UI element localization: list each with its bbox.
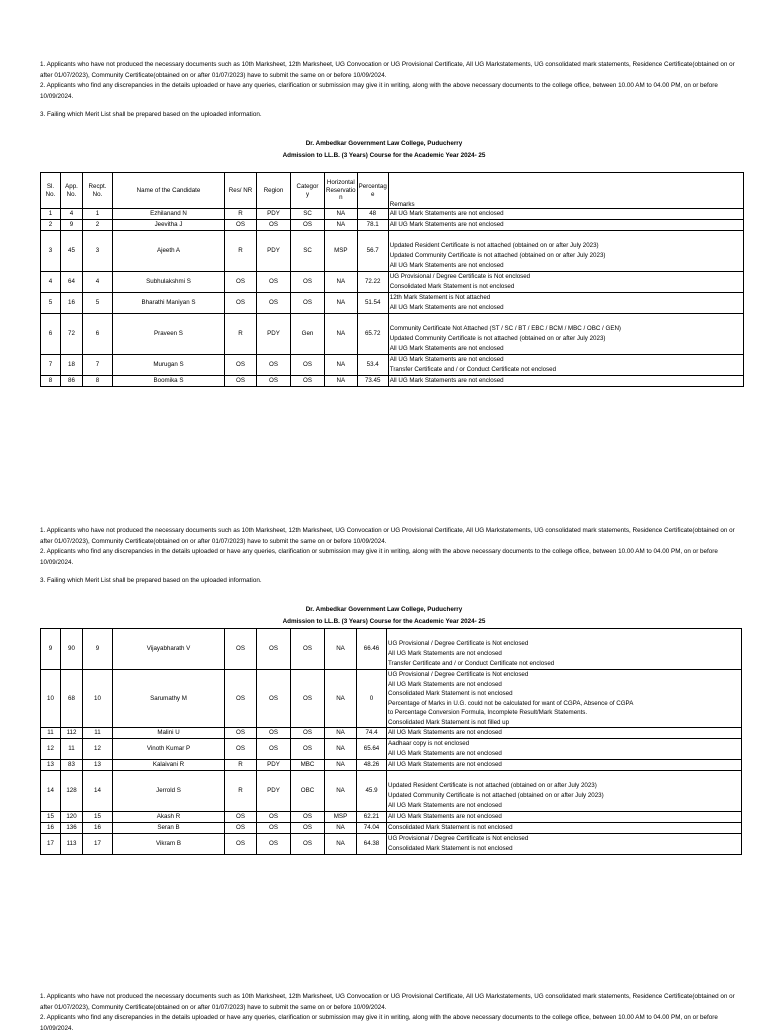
recpt-no-cell: 10 [83, 670, 113, 728]
remarks-cell [387, 629, 742, 670]
remark-line: All UG Mark Statements are not enclosed [389, 377, 504, 384]
recpt-no-cell: 15 [83, 812, 113, 823]
percentage-cell: 66.46 [357, 629, 387, 670]
percentage-cell: 0 [357, 670, 387, 728]
table-row [41, 220, 744, 231]
remarks-cell [388, 209, 743, 220]
res-nr-cell: OS [225, 670, 257, 728]
sl-no-cell: 14 [41, 771, 61, 812]
app-no-cell: 86 [61, 376, 83, 387]
app-no-cell: 128 [61, 771, 83, 812]
candidate-name-cell: Vijayabharath V [113, 629, 225, 670]
instruction-1: 1. Applicants who have not produced the necessary documents such as 10th Marksheet, 12th Marksheet, UG Convocation or UG Provisional Certificate, All UG Markstatements, UG consolidated mark statements, Residence Certificate(obtained on or after 01/07/2023), Community Certificate(obtained on or after 01/07/2023) have to submit the same on or before 10/09/2024. [40, 527, 735, 545]
region-cell: OS [257, 272, 291, 293]
header-horizontal-reservation: Horizontal Reservatio n [325, 173, 358, 209]
res-nr-cell: R [225, 760, 257, 771]
horizontal-reservation-cell: NA [325, 739, 357, 760]
recpt-no-cell: 5 [83, 293, 113, 314]
candidate-name-cell: Bharathi Maniyan S [113, 293, 225, 314]
remark-line: Aadhaar copy is not enclosed [388, 740, 470, 747]
remark-line: All UG Mark Statements are not enclosed [389, 210, 504, 217]
app-no-cell: 72 [61, 314, 83, 355]
app-no-cell: 112 [61, 728, 83, 739]
region-cell: OS [257, 834, 291, 855]
instruction-2: 2. Applicants who find any discrepancies in the details uploaded or have any queries, clarification or submission may give it in writing, along with the above necessary documents to the college office, between 10.00 AM to 04.00 PM, on or before 10/09/2024. [40, 548, 718, 566]
region-cell: OS [257, 670, 291, 728]
table-row [41, 209, 744, 220]
category-cell: OS [291, 670, 325, 728]
recpt-no-cell: 2 [83, 220, 113, 231]
candidate-name-cell: Praveen S [113, 314, 225, 355]
candidate-name-cell: Malini U [113, 728, 225, 739]
header-recpt-no: Recpt. No. [83, 173, 113, 209]
app-no-cell: 68 [61, 670, 83, 728]
instruction-3: 3. Failing which Merit List shall be prepared based on the uploaded information. [40, 111, 262, 118]
horizontal-reservation-cell: NA [325, 670, 357, 728]
app-no-cell: 64 [61, 272, 83, 293]
percentage-cell: 65.72 [357, 314, 388, 355]
candidate-name-cell: Sarumathy M [113, 670, 225, 728]
horizontal-reservation-cell: NA [325, 760, 357, 771]
table-row [41, 760, 742, 771]
header-candidate-name: Name of the Candidate [113, 173, 225, 209]
region-cell: OS [257, 355, 291, 376]
percentage-cell: 53.4 [357, 355, 388, 376]
remarks-cell [388, 231, 743, 272]
remark-line: UG Provisional / Degree Certificate is Not enclosed [388, 835, 529, 842]
table-header-row [41, 173, 744, 209]
instructions-block-2 [40, 526, 740, 587]
remark-line: All UG Mark Statements are not enclosed [388, 750, 502, 757]
remark-line: All UG Mark Statements are not enclosed [388, 680, 502, 688]
recpt-no-cell: 17 [83, 834, 113, 855]
remark-line: UG Provisional / Degree Certificate is Not enclosed [389, 273, 531, 280]
recpt-no-cell: 11 [83, 728, 113, 739]
remark-line: All UG Mark Statements are not enclosed [388, 802, 502, 809]
candidate-name-cell: Jeevitha J [113, 220, 225, 231]
remark-line: Updated Community Certificate is not attached (obtained on or after July 2023) [389, 252, 606, 259]
header-res-nr: Res/ NR [225, 173, 257, 209]
remark-line: Consolidated Mark Statement is not enclosed [388, 690, 513, 697]
college-name: Dr. Ambedkar Government Law College, Puducherry [305, 606, 463, 613]
remarks-cell [388, 355, 743, 376]
instruction-1: 1. Applicants who have not produced the necessary documents such as 10th Marksheet, 12th Marksheet, UG Convocation or UG Provisional Certificate, All UG Markstatements, UG consolidated mark statements, Residence Certificate(obtained on or after 01/07/2023), Community Certificate(obtained on or after 01/07/2023) have to submit the same on or before 10/09/2024. [40, 993, 735, 1011]
region-cell: OS [257, 812, 291, 823]
category-cell: SC [291, 231, 325, 272]
region-cell: PDY [257, 771, 291, 812]
remarks-cell [387, 812, 742, 823]
percentage-cell: 45.9 [357, 771, 387, 812]
horizontal-reservation-cell: NA [325, 771, 357, 812]
table-row [41, 314, 744, 355]
recpt-no-cell: 4 [83, 272, 113, 293]
remark-line: All UG Mark Statements are not enclosed [389, 304, 504, 311]
candidate-name-cell: Vinoth Kumar P [113, 739, 225, 760]
res-nr-cell: OS [225, 739, 257, 760]
recpt-no-cell: 1 [83, 209, 113, 220]
header-app-no: App. No. [61, 173, 83, 209]
remark-line: Percentage of Marks in U.G. could not be calculated for want of CGPA, Absence of CGPA [388, 699, 634, 707]
res-nr-cell: OS [225, 812, 257, 823]
remarks-cell [388, 272, 743, 293]
table-row [41, 771, 742, 812]
category-cell: MBC [291, 760, 325, 771]
remark-line: Community Certificate Not Attached (ST / SC / BT / EBC / BCM / MBC / OBC / GEN) [389, 325, 621, 332]
heading-block-2 [0, 604, 768, 628]
remark-line: All UG Mark Statements are not enclosed [388, 729, 502, 736]
sl-no-cell: 15 [41, 812, 61, 823]
recpt-no-cell: 8 [83, 376, 113, 387]
remark-line: All UG Mark Statements are not enclosed [388, 650, 502, 657]
percentage-cell: 48.26 [357, 760, 387, 771]
instruction-2: 2. Applicants who find any discrepancies in the details uploaded or have any queries, clarification or submission may give it in writing, along with the above necessary documents to the college office, between 10.00 AM to 04.00 PM, on or before 10/09/2024. [40, 1014, 718, 1032]
region-cell: PDY [257, 314, 291, 355]
table-row [41, 728, 742, 739]
horizontal-reservation-cell: NA [325, 728, 357, 739]
recpt-no-cell: 9 [83, 629, 113, 670]
remarks-cell [387, 670, 742, 728]
sl-no-cell: 4 [41, 272, 61, 293]
sl-no-cell: 10 [41, 670, 61, 728]
category-cell: OS [291, 355, 325, 376]
candidate-name-cell: Ezhilanand N [113, 209, 225, 220]
table-row [41, 739, 742, 760]
region-cell: OS [257, 293, 291, 314]
category-cell: OS [291, 629, 325, 670]
horizontal-reservation-cell: NA [325, 209, 358, 220]
app-no-cell: 113 [61, 834, 83, 855]
course-title: Admission to LL.B. (3 Years) Course for the Academic Year 2024- 25 [282, 618, 486, 625]
candidate-name-cell: Boomika S [113, 376, 225, 387]
horizontal-reservation-cell: NA [325, 314, 358, 355]
region-cell: OS [257, 220, 291, 231]
category-cell: OS [291, 823, 325, 834]
table-row [41, 272, 744, 293]
res-nr-cell: R [225, 231, 257, 272]
sl-no-cell: 8 [41, 376, 61, 387]
remark-line: All UG Mark Statements are not enclosed [389, 221, 504, 228]
table-row [41, 823, 742, 834]
table-row [41, 629, 742, 670]
sl-no-cell: 13 [41, 760, 61, 771]
app-no-cell: 16 [61, 293, 83, 314]
sl-no-cell: 9 [41, 629, 61, 670]
remark-line: Transfer Certificate and / or Conduct Certificate not enclosed [388, 660, 555, 667]
remark-line: Consolidated Mark Statement is not enclosed [388, 824, 513, 831]
candidate-name-cell: Ajeeth A [113, 231, 225, 272]
horizontal-reservation-cell: NA [325, 272, 358, 293]
horizontal-reservation-cell: NA [325, 220, 358, 231]
remark-line: All UG Mark Statements are not enclosed [389, 262, 504, 269]
percentage-cell: 78.1 [357, 220, 388, 231]
res-nr-cell: OS [225, 272, 257, 293]
candidate-name-cell: Murugan S [113, 355, 225, 376]
table-row [41, 376, 744, 387]
res-nr-cell: R [225, 209, 257, 220]
candidate-name-cell: Seran B [113, 823, 225, 834]
sl-no-cell: 17 [41, 834, 61, 855]
res-nr-cell: OS [225, 629, 257, 670]
category-cell: OS [291, 272, 325, 293]
category-cell: OS [291, 376, 325, 387]
header-sl-no: Sl. No. [41, 173, 61, 209]
region-cell: OS [257, 823, 291, 834]
res-nr-cell: R [225, 314, 257, 355]
remark-line: All UG Mark Statements are not enclosed [388, 761, 502, 768]
recpt-no-cell: 6 [83, 314, 113, 355]
horizontal-reservation-cell: NA [325, 293, 358, 314]
remarks-cell [387, 823, 742, 834]
horizontal-reservation-cell: MSP [325, 231, 358, 272]
category-cell: OS [291, 812, 325, 823]
percentage-cell: 65.64 [357, 739, 387, 760]
res-nr-cell: OS [225, 376, 257, 387]
recpt-no-cell: 13 [83, 760, 113, 771]
category-cell: OBC [291, 771, 325, 812]
candidates-table-2 [40, 628, 742, 855]
candidate-name-cell: Vikram B [113, 834, 225, 855]
res-nr-cell: OS [225, 728, 257, 739]
percentage-cell: 72.22 [357, 272, 388, 293]
remark-line: Updated Community Certificate is not attached (obtained on or after July 2023) [389, 335, 606, 342]
app-no-cell: 90 [61, 629, 83, 670]
sl-no-cell: 3 [41, 231, 61, 272]
recpt-no-cell: 12 [83, 739, 113, 760]
region-cell: OS [257, 376, 291, 387]
remark-line: All UG Mark Statements are not enclosed [389, 356, 504, 363]
remarks-cell [387, 739, 742, 760]
instruction-2: 2. Applicants who find any discrepancies in the details uploaded or have any queries, clarification or submission may give it in writing, along with the above necessary documents to the college office, between 10.00 AM to 04.00 PM, on or before 10/09/2024. [40, 82, 718, 100]
remarks-cell [387, 760, 742, 771]
instruction-3: 3. Failing which Merit List shall be prepared based on the uploaded information. [40, 577, 262, 584]
category-cell: OS [291, 293, 325, 314]
remark-line: Updated Community Certificate is not attached (obtained on or after July 2023) [388, 792, 604, 799]
horizontal-reservation-cell: NA [325, 823, 357, 834]
course-title: Admission to LL.B. (3 Years) Course for the Academic Year 2024- 25 [282, 152, 486, 159]
category-cell: Gen [291, 314, 325, 355]
app-no-cell: 136 [61, 823, 83, 834]
horizontal-reservation-cell: NA [325, 834, 357, 855]
recpt-no-cell: 3 [83, 231, 113, 272]
header-region: Region [257, 173, 291, 209]
region-cell: OS [257, 629, 291, 670]
remark-line: Transfer Certificate and / or Conduct Certificate not enclosed [389, 366, 557, 373]
category-cell: OS [291, 728, 325, 739]
horizontal-reservation-cell: NA [325, 376, 358, 387]
app-no-cell: 4 [61, 209, 83, 220]
college-name: Dr. Ambedkar Government Law College, Puducherry [305, 140, 463, 147]
remarks-cell [388, 314, 743, 355]
remark-line: 12th Mark Statement is Not attached [389, 294, 491, 301]
remarks-cell [387, 771, 742, 812]
table-row [41, 355, 744, 376]
res-nr-cell: OS [225, 834, 257, 855]
remarks-cell [387, 834, 742, 855]
percentage-cell: 56.7 [357, 231, 388, 272]
sl-no-cell: 7 [41, 355, 61, 376]
candidate-name-cell: Jerrold S [113, 771, 225, 812]
remark-line: UG Provisional / Degree Certificate is Not enclosed [388, 671, 529, 678]
sl-no-cell: 6 [41, 314, 61, 355]
region-cell: PDY [257, 209, 291, 220]
remark-line: UG Provisional / Degree Certificate is Not enclosed [388, 640, 529, 647]
recpt-no-cell: 14 [83, 771, 113, 812]
category-cell: SC [291, 209, 325, 220]
remark-line: Consolidated Mark Statement is not enclosed [389, 283, 515, 290]
percentage-cell: 51.54 [357, 293, 388, 314]
heading-block-1 [0, 138, 768, 162]
sl-no-cell: 11 [41, 728, 61, 739]
percentage-cell: 48 [357, 209, 388, 220]
remarks-cell [388, 220, 743, 231]
table-row [41, 293, 744, 314]
remarks-cell [388, 376, 743, 387]
app-no-cell: 83 [61, 760, 83, 771]
percentage-cell: 73.45 [357, 376, 388, 387]
region-cell: PDY [257, 760, 291, 771]
remark-line: to Percentage Conversion Formula, Incomplete Result/Mark Statements. [388, 709, 588, 716]
candidate-name-cell: Subhulakshmi S [113, 272, 225, 293]
region-cell: OS [257, 739, 291, 760]
app-no-cell: 45 [61, 231, 83, 272]
header-remarks: Remarks [388, 173, 743, 209]
remark-line: Updated Resident Certificate is not attached (obtained on or after July 2023) [388, 782, 597, 789]
remark-line: Consolidated Mark Statement is not enclosed [388, 845, 513, 852]
table-row [41, 231, 744, 272]
res-nr-cell: OS [225, 823, 257, 834]
sl-no-cell: 5 [41, 293, 61, 314]
instructions-block-1 [40, 60, 740, 121]
res-nr-cell: OS [225, 220, 257, 231]
candidate-name-cell: Akash R [113, 812, 225, 823]
candidates-table-1 [40, 172, 744, 387]
percentage-cell: 74.04 [357, 823, 387, 834]
table-row [41, 670, 742, 728]
instruction-1: 1. Applicants who have not produced the necessary documents such as 10th Marksheet, 12th Marksheet, UG Convocation or UG Provisional Certificate, All UG Markstatements, UG consolidated mark statements, Residence Certificate(obtained on or after 01/07/2023), Community Certificate(obtained on or after 01/07/2023) have to submit the same on or before 10/09/2024. [40, 61, 735, 79]
recpt-no-cell: 7 [83, 355, 113, 376]
remark-line: Consolidated Mark Statement is not filled up [388, 718, 510, 726]
app-no-cell: 11 [61, 739, 83, 760]
remark-line: All UG Mark Statements are not enclosed [389, 345, 504, 352]
sl-no-cell: 12 [41, 739, 61, 760]
table-row [41, 834, 742, 855]
sl-no-cell: 16 [41, 823, 61, 834]
res-nr-cell: OS [225, 293, 257, 314]
app-no-cell: 120 [61, 812, 83, 823]
header-percentage: Percentag e [357, 173, 388, 209]
candidate-name-cell: Kalaivani R [113, 760, 225, 771]
region-cell: PDY [257, 231, 291, 272]
percentage-cell: 74.4 [357, 728, 387, 739]
horizontal-reservation-cell: MSP [325, 812, 357, 823]
remark-line: All UG Mark Statements are not enclosed [388, 813, 502, 820]
remarks-cell [387, 728, 742, 739]
remarks-cell [388, 293, 743, 314]
res-nr-cell: R [225, 771, 257, 812]
category-cell: OS [291, 739, 325, 760]
sl-no-cell: 2 [41, 220, 61, 231]
percentage-cell: 62.21 [357, 812, 387, 823]
remark-line: Updated Resident Certificate is not attached (obtained on or after July 2023) [389, 242, 599, 249]
app-no-cell: 18 [61, 355, 83, 376]
horizontal-reservation-cell: NA [325, 355, 358, 376]
region-cell: OS [257, 728, 291, 739]
sl-no-cell: 1 [41, 209, 61, 220]
horizontal-reservation-cell: NA [325, 629, 357, 670]
category-cell: OS [291, 834, 325, 855]
table-row [41, 812, 742, 823]
category-cell: OS [291, 220, 325, 231]
instructions-block-3 [40, 992, 740, 1034]
app-no-cell: 9 [61, 220, 83, 231]
header-category: Categor y [291, 173, 325, 209]
percentage-cell: 64.38 [357, 834, 387, 855]
res-nr-cell: OS [225, 355, 257, 376]
recpt-no-cell: 16 [83, 823, 113, 834]
